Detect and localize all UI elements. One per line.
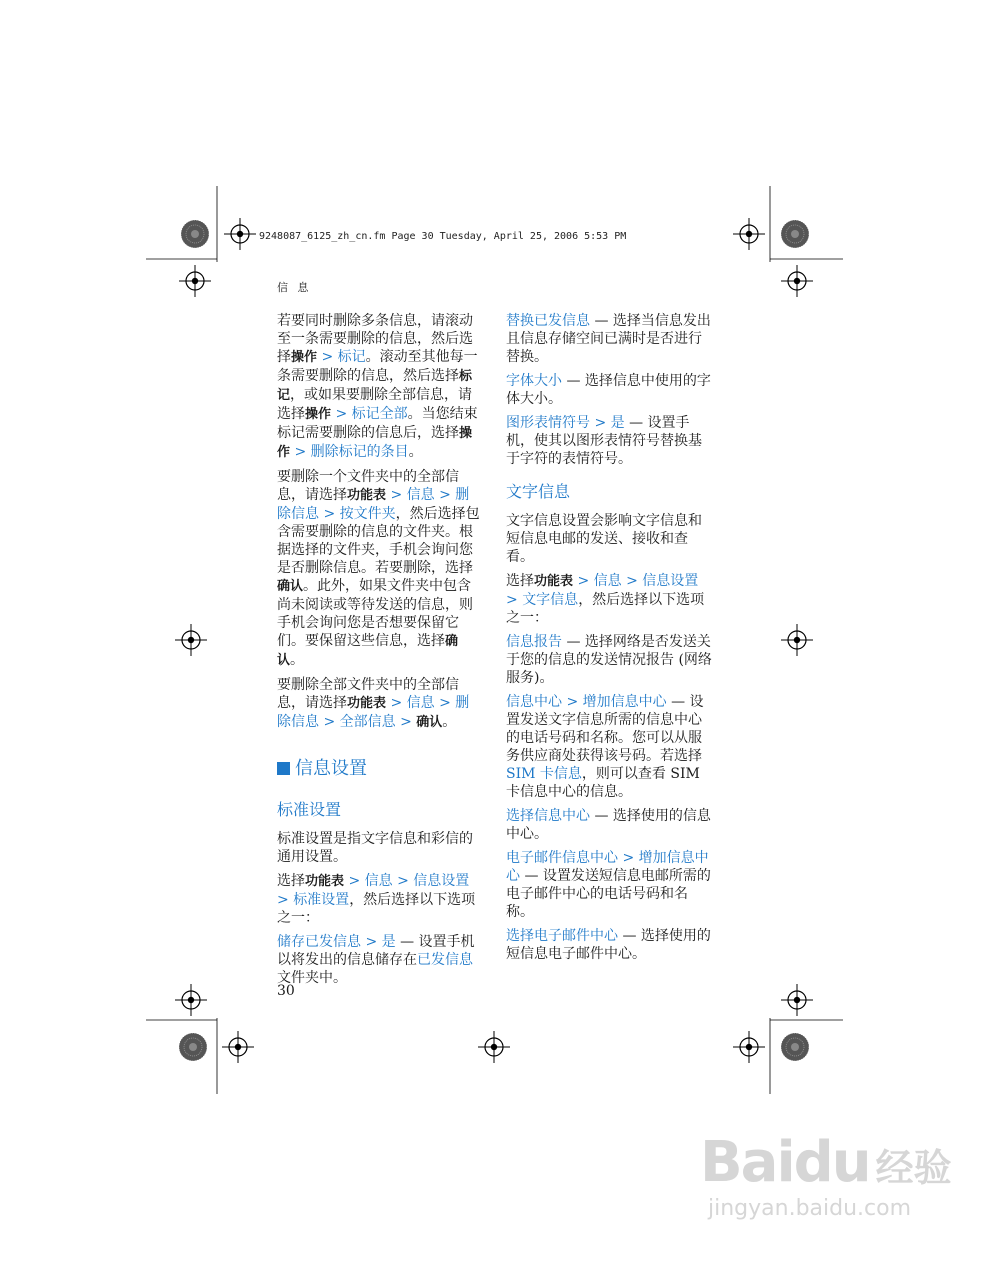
- paragraph-standard-select: 选择功能表 > 信息 > 信息设置 > 标准设置，然后选择以下选项之一：: [277, 873, 476, 926]
- paragraph-text-intro: 文字信息设置会影响文字信息和短信息电邮的发送、接收和查看。: [506, 513, 702, 565]
- watermark-url: jingyan.baidu.com: [708, 1196, 912, 1221]
- left-column: [277, 312, 482, 993]
- file-slug: 9248087_6125_zh_cn.fm Page 30 Tuesday, April 25, 2006 5:53 PM: [259, 231, 627, 242]
- option-name: 图形表情符号: [506, 415, 590, 431]
- option-name: 信息中心: [506, 694, 562, 710]
- option-name: 储存已发信息: [277, 934, 361, 950]
- section-label: 信 息: [277, 281, 312, 294]
- baidu-watermark: [700, 1130, 952, 1221]
- registration-mark-icon: [175, 984, 207, 1016]
- page-number: 30: [277, 983, 295, 999]
- square-bullet-icon: [277, 762, 290, 775]
- star-target-icon: [179, 1033, 207, 1061]
- registration-mark-icon: [733, 1031, 765, 1063]
- menu-path-link: 信息: [364, 873, 393, 889]
- paragraph-text-select: 选择功能表 > 信息 > 信息设置 > 文字信息，然后选择以下选项之一：: [506, 573, 705, 626]
- menu-path-link: 全部信息: [339, 714, 396, 730]
- option-name: 字体大小: [506, 373, 562, 389]
- paragraph-delete-all: 要删除全部文件夹中的全部信息，请选择功能表 > 信息 > 删除信息 > 全部信息 > 确认。: [277, 677, 470, 730]
- menu-path-link: 文字信息: [522, 592, 579, 608]
- paragraph-message-center: 信息中心 > 增加信息中心 — 设置发送文字信息所需的信息中心的电话号码和名称。您可以从服务供应商处获得该号码。若选择SIM 卡信息，则可以查看 SIM 卡信息中心的信息。: [506, 694, 704, 800]
- star-target-icon: [781, 1033, 809, 1061]
- option-name: 信息报告: [506, 634, 562, 650]
- heading-text-messages: 文字信息: [506, 482, 571, 501]
- menu-path-link: 标准设置: [293, 892, 350, 908]
- option-name: 选择电子邮件中心: [506, 928, 618, 944]
- paragraph-multi-delete: 若要同时删除多条信息，请滚动至一条需要删除的信息，然后选择操作 > 标记。滚动至其他每一条需要删除的信息，然后选择标记，或如果要删除全部信息，请选择操作 > 标记全部。当您结束标记需要删除的信息后，选择操作 > 删除标记的条目。: [277, 313, 478, 460]
- paragraph-save-sent: 储存已发信息 > 是 — 设置手机以将发出的信息储存在已发信息文件夹中。: [277, 934, 475, 986]
- registration-mark-icon: [175, 624, 207, 656]
- paragraph-emoticons: 图形表情符号 > 是 — 设置手机，使其以图形表情符号替换基于字符的表情符号。: [506, 415, 702, 467]
- registration-mark-icon: [222, 1031, 254, 1063]
- paragraph-font-size: 字体大小 — 选择信息中使用的字体大小。: [506, 373, 711, 407]
- menu-path-link: 信息: [406, 695, 435, 711]
- menu-path-link: 标记全部: [351, 406, 408, 422]
- menu-path-link: 信息: [406, 487, 435, 503]
- registration-mark-icon: [179, 265, 211, 297]
- menu-path-link: 标记: [337, 349, 366, 365]
- menu-path-link: 信息设置: [642, 573, 699, 589]
- menu-path-link: 删除标记的条目: [310, 444, 409, 460]
- option-name: 替换已发信息: [506, 313, 590, 329]
- paragraph-email-center: 电子邮件信息中心 > 增加信息中心 — 设置发送短信息电邮所需的电子邮件中心的电话号码和名称。: [506, 850, 711, 920]
- right-column: [506, 312, 713, 969]
- paragraph-select-email-center: 选择电子邮件中心 — 选择使用的短信息电子邮件中心。: [506, 928, 711, 962]
- paragraph-select-center: 选择信息中心 — 选择使用的信息中心。: [506, 808, 711, 842]
- menu-path-link: 删除信息: [277, 487, 470, 522]
- registration-mark-icon: [224, 218, 256, 250]
- star-target-icon: [181, 220, 209, 248]
- watermark-jingyan: 经验: [875, 1146, 952, 1190]
- paragraph-delete-folder: 要删除一个文件夹中的全部信息，请选择功能表 > 信息 > 删除信息 > 按文件夹，然后选择包含需要删除的信息的文件夹。根据选择的文件夹，手机会询问您是否删除信息。若要删除，选择确认。此外，如果文件夹中包含尚未阅读或等待发送的信息，则手机会询问您是否想要保留它们。要保留这些信息，选择确认。: [277, 469, 480, 668]
- registration-mark-icon: [781, 984, 813, 1016]
- menu-path-link: 按文件夹: [339, 506, 396, 522]
- watermark-logo: Baidu: [700, 1130, 870, 1195]
- heading-message-settings: 信息设置: [277, 758, 482, 780]
- paragraph-standard-intro: 标准设置是指文字信息和彩信的通用设置。: [277, 831, 473, 865]
- registration-mark-icon: [733, 218, 765, 250]
- menu-path-link: 信息设置: [413, 873, 470, 889]
- option-name: 电子邮件信息中心: [506, 850, 618, 866]
- menu-path-link: 删除信息: [277, 695, 470, 730]
- paragraph-replace-sent: 替换已发信息 — 选择当信息发出且信息存储空间已满时是否进行替换。: [506, 313, 711, 365]
- menu-path-link: 信息: [593, 573, 622, 589]
- registration-mark-icon: [478, 1031, 510, 1063]
- heading-standard-settings: 标准设置: [277, 800, 342, 819]
- paragraph-delivery-report: 信息报告 — 选择网络是否发送关于您的信息的发送情况报告 (网络服务)。: [506, 634, 712, 686]
- registration-mark-icon: [781, 624, 813, 656]
- registration-mark-icon: [781, 265, 813, 297]
- option-name: 选择信息中心: [506, 808, 590, 824]
- star-target-icon: [781, 220, 809, 248]
